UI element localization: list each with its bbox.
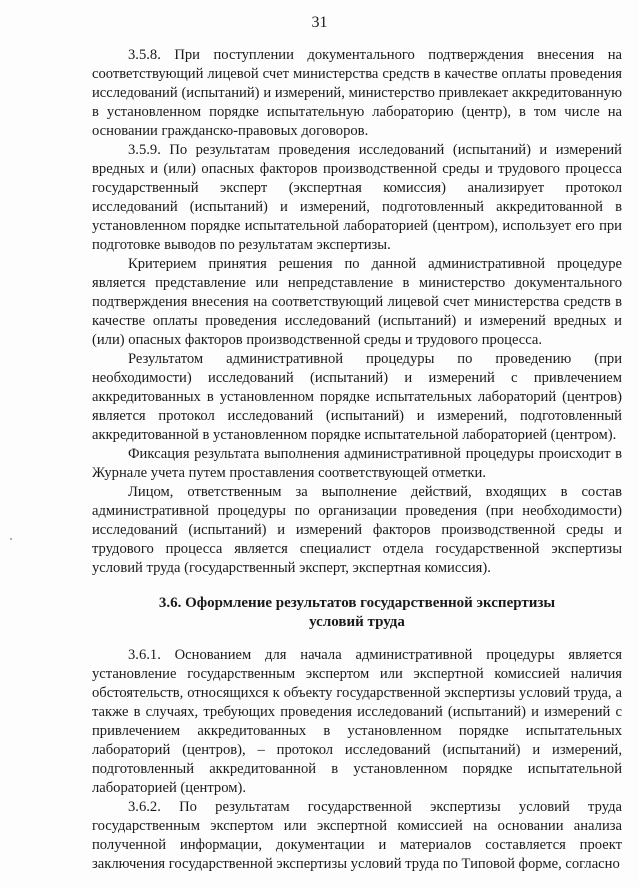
paragraph-decision-criterion: Критерием принятия решения по данной административной процедуре является представление или непредставление в министерство документального подтверждения внесения на соответствующий лицевой счет министерства средств в качестве оплаты проведения исследований (испытаний) и измерений вредных и (или) опасных факторов производственной среды и трудового процесса.	[92, 256, 622, 348]
paragraph-3-6-1: 3.6.1. Основанием для начала административной процедуры является установление государственным экспертом или экспертной комиссией наличия обстоятельств, относящихся к объекту государственной экспертизы условий труда, а также в случаях, требующих проведения исследований (испытаний) и измерений с привлечением аккредитованных в установленном порядке испытательных лабораторий (центров), – протокол исследований (испытаний) и измерений, подготовленный аккредитованной в установленном порядке испытательной лабораторией (центром).	[92, 647, 622, 796]
paragraph-3-5-9: 3.5.9. По результатам проведения исследований (испытаний) и измерений вредных и (или) опасных факторов производственной среды и трудового процесса государственный эксперт (экспертная комиссия) анализирует протокол исследований (испытаний) и измерений, подготовленный аккредитованной в установленном порядке испытательной лабораторией (центром), использует его при подготовке выводов по результатам экспертизы.	[92, 142, 622, 253]
paragraph-3-6-2: 3.6.2. По результатам государственной экспертизы условий труда государственным экспертом или экспертной комиссией на основании анализа полученной информации, документации и материалов составляется проект заключения государственной экспертизы условий труда по Типовой форме, согласно	[92, 799, 622, 872]
paragraph-result-recording: Фиксация результата выполнения административной процедуры происходит в Журнале учета путем проставления соответствующей отметки.	[92, 446, 622, 481]
document-body	[92, 46, 622, 874]
section-heading-line-2: условий труда	[309, 614, 405, 630]
paragraph-procedure-result: Результатом административной процедуры по проведению (при необходимости) исследований (испытаний) и измерений с привлечением аккредитованных в установленном порядке испытательных лабораторий (центров) является протокол исследований (испытаний) и измерений, подготовленный аккредитованной в установленном порядке испытательной лабораторией (центром).	[92, 351, 622, 443]
page-number: 31	[311, 14, 328, 31]
paragraph-responsible-person: Лицом, ответственным за выполнение действий, входящих в состав административной процедуры по организации проведения (при необходимости) исследований (испытаний) и измерений факторов производственной среды и трудового процесса является специалист отдела государственной экспертизы условий труда (государственный эксперт, экспертная комиссия).	[92, 484, 622, 576]
section-heading-3-6	[92, 594, 622, 632]
paragraph-3-5-8: 3.5.8. При поступлении документального подтверждения внесения на соответствующий лицевой счет министерства средств в качестве оплаты проведения исследований (испытаний) и измерений, министерство привлекает аккредитованную в установленном порядке испытательную лабораторию (центр), в том числе на основании гражданско-правовых договоров.	[92, 47, 622, 139]
margin-mark	[10, 538, 12, 540]
section-heading-line-1: 3.6. Оформление результатов государственной экспертизы	[158, 595, 556, 611]
